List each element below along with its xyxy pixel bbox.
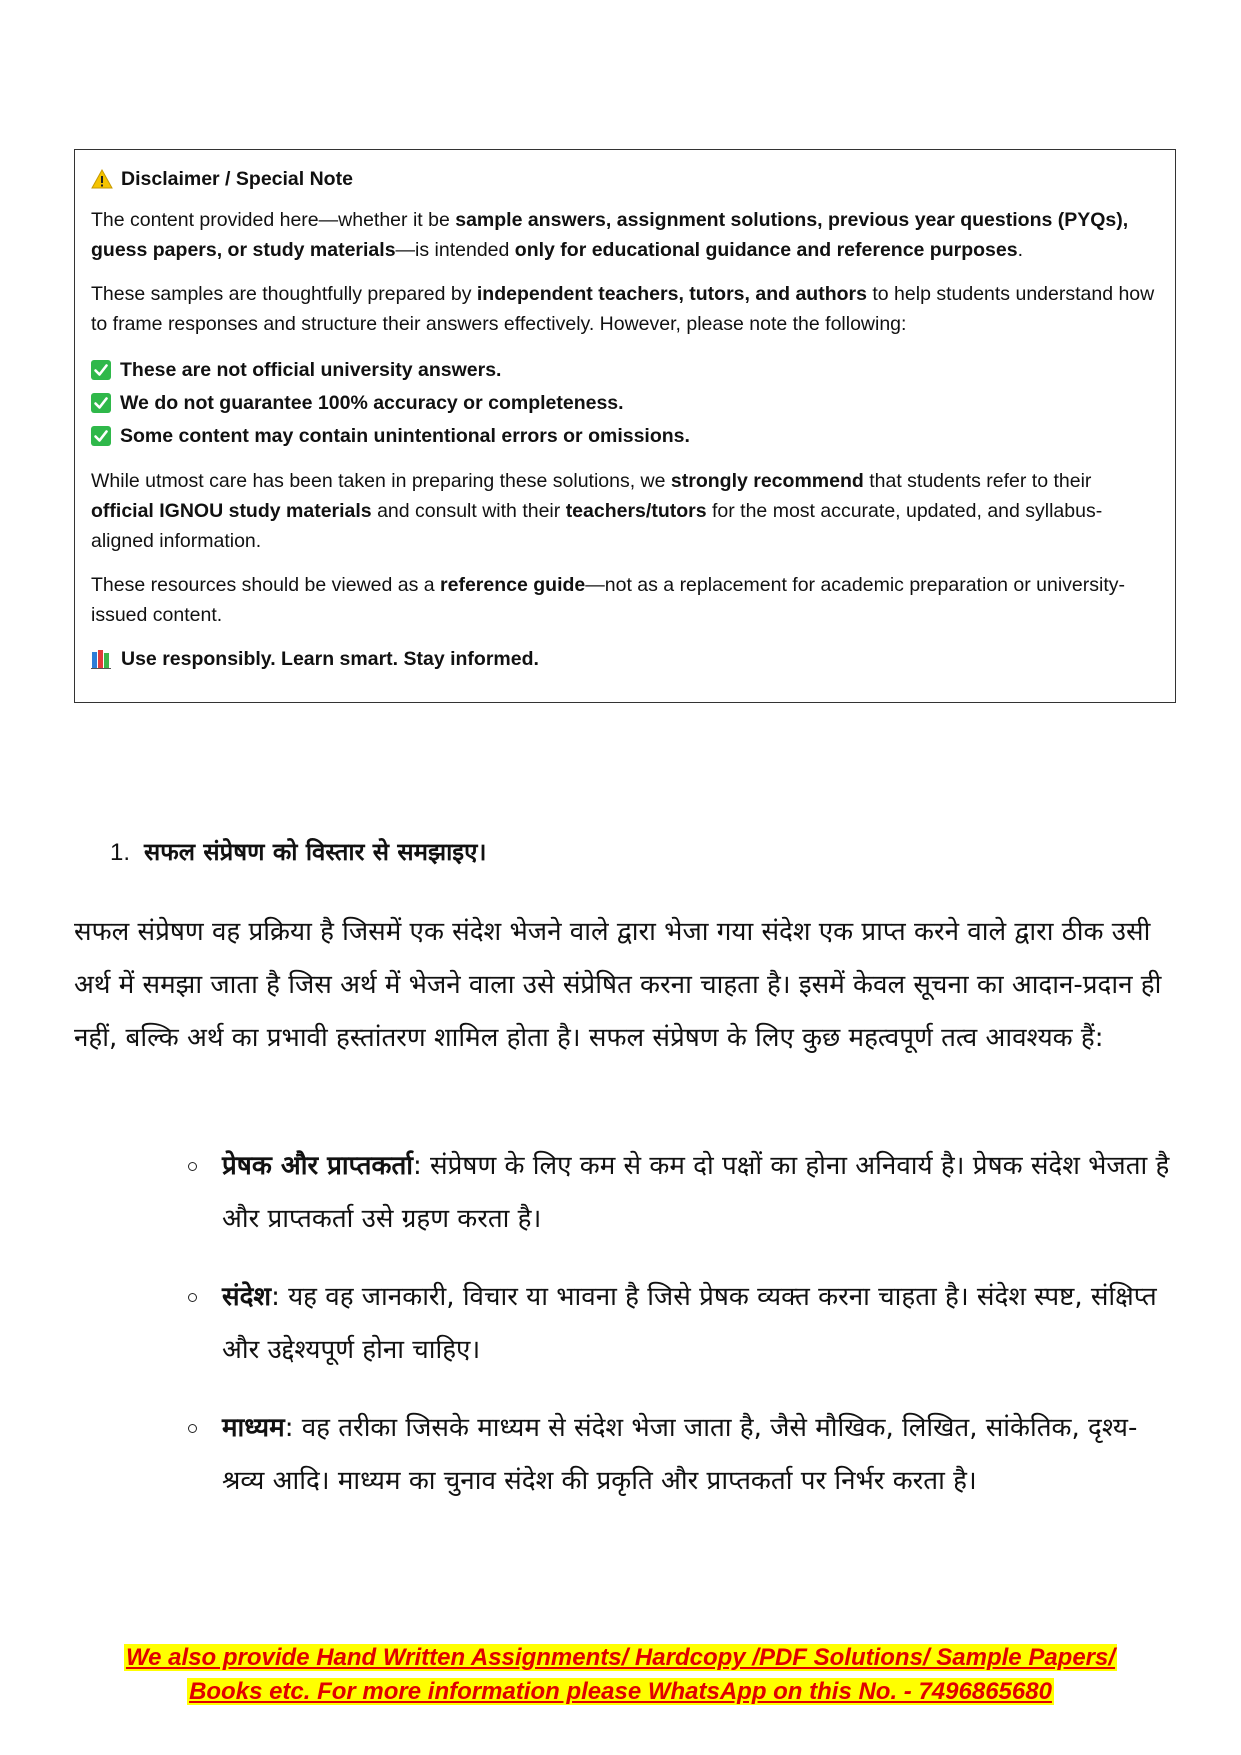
p1-text-e: . [1017,239,1024,261]
p4-bold-b: reference guide [440,574,586,596]
disclaimer-paragraph-4 [91,570,1159,630]
disclaimer-title [91,164,1159,194]
p3-text-e: and consult with their [371,500,566,522]
circle-bullet-icon [188,1424,197,1433]
disclaimer-paragraph-2 [91,279,1159,339]
check-item-text: These are not official university answers. [120,358,502,381]
check-item [91,353,1159,386]
check-box-icon [91,426,111,446]
check-item-text: We do not guarantee 100% accuracy or completeness. [120,391,624,414]
p3-bold-d: official IGNOU study materials [91,500,372,522]
p3-text-a: While utmost care has been taken in preparing these solutions, we [91,470,671,492]
check-list [91,353,1159,452]
p4-text-c: —not as a replacement for academic preparation or university-issued content. [91,574,1126,626]
question-number: 1. [110,839,131,866]
circle-bullet-icon [188,1293,197,1302]
p3-text-c: that students refer to their [863,470,1092,492]
disclaimer-paragraph-3 [91,466,1159,556]
books-icon [91,649,113,669]
promo-banner-line-1: We also provide Hand Written Assignments/ Hardcopy /PDF Solutions/ Sample Papers/ [125,1644,1116,1671]
list-item-text: : वह तरीका जिसके माध्यम से संदेश भेजा जाता है, जैसे मौखिक, लिखित, सांकेतिक, दृश्य-श्रव्य आदि। माध्यम का चुनाव संदेश की प्रकृति और प्राप्तकर्ता पर निर्भर करता है। [222,1413,1138,1496]
element-list [188,1140,1178,1533]
intro-paragraph: सफल संप्रेषण वह प्रक्रिया है जिसमें एक संदेश भेजने वाले द्वारा भेजा गया संदेश एक प्राप्त करने वाले द्वारा ठीक उसी अर्थ में समझा जाता है जिस अर्थ में भेजने वाला उसे संप्रेषित करना चाहता है। इसमें केवल सूचना का आदान-प्रदान ही नहीं, बल्कि अर्थ का प्रभावी हस्तांतरण शामिल होता है। सफल संप्रेषण के लिए कुछ महत्वपूर्ण तत्व आवश्यक हैं: [74,917,1162,1053]
check-item [91,386,1159,419]
warning-icon [91,169,113,189]
disclaimer-footer-text: Use responsibly. Learn smart. Stay informed. [121,648,539,670]
list-item-term: माध्यम [222,1413,285,1443]
p2-text-a: These samples are thoughtfully prepared by [91,283,477,305]
promo-banner [0,1641,1241,1709]
p3-text-g: for the most accurate, updated, and syllabus-aligned information. [91,500,1103,552]
question-text: सफल संप्रेषण को विस्तार से समझाइए। [144,838,487,866]
check-item [91,419,1159,452]
list-item-term: संदेश [222,1282,272,1312]
check-box-icon [91,393,111,413]
disclaimer-title-text: Disclaimer / Special Note [121,168,353,190]
disclaimer-box [74,149,1176,703]
list-item [188,1402,1178,1508]
check-box-icon [91,360,111,380]
p1-bold-b: sample answers, assignment solutions, previous year questions (PYQs), guess papers, or study materials [91,209,1129,261]
p1-bold-d: only for educational guidance and reference purposes [514,239,1018,261]
disclaimer-paragraph-1 [91,205,1159,265]
p3-bold-b: strongly recommend [670,470,864,492]
list-item-term: प्रेषक और प्राप्तकर्ता [222,1151,414,1181]
circle-bullet-icon [188,1162,197,1171]
list-item [188,1140,1178,1246]
p2-text-c: to help students understand how to frame responses and structure their answers effectively. However, please note the following: [91,283,1155,335]
list-item-text: : यह वह जानकारी, विचार या भावना है जिसे प्रेषक व्यक्त करना चाहता है। संदेश स्पष्ट, संक्षिप्त और उद्देश्यपूर्ण होना चाहिए। [222,1282,1157,1365]
question-heading [110,835,486,868]
p1-text-a: The content provided here—whether it be [91,209,456,231]
list-item [188,1271,1178,1377]
p4-text-a: These resources should be viewed as a [91,574,441,596]
list-item-text: : संप्रेषण के लिए कम से कम दो पक्षों का होना अनिवार्य है। प्रेषक संदेश भेजता है और प्राप्तकर्ता उसे ग्रहण करता है। [222,1151,1170,1234]
disclaimer-footer [91,644,1159,674]
p3-bold-f: teachers/tutors [565,500,707,522]
p2-bold-b: independent teachers, tutors, and authors [476,283,867,305]
promo-banner-line-2: Books etc. For more information please WhatsApp on this No. - 7496865680 [189,1678,1052,1705]
check-item-text: Some content may contain unintentional errors or omissions. [120,424,690,447]
p1-text-c: —is intended [395,239,515,261]
